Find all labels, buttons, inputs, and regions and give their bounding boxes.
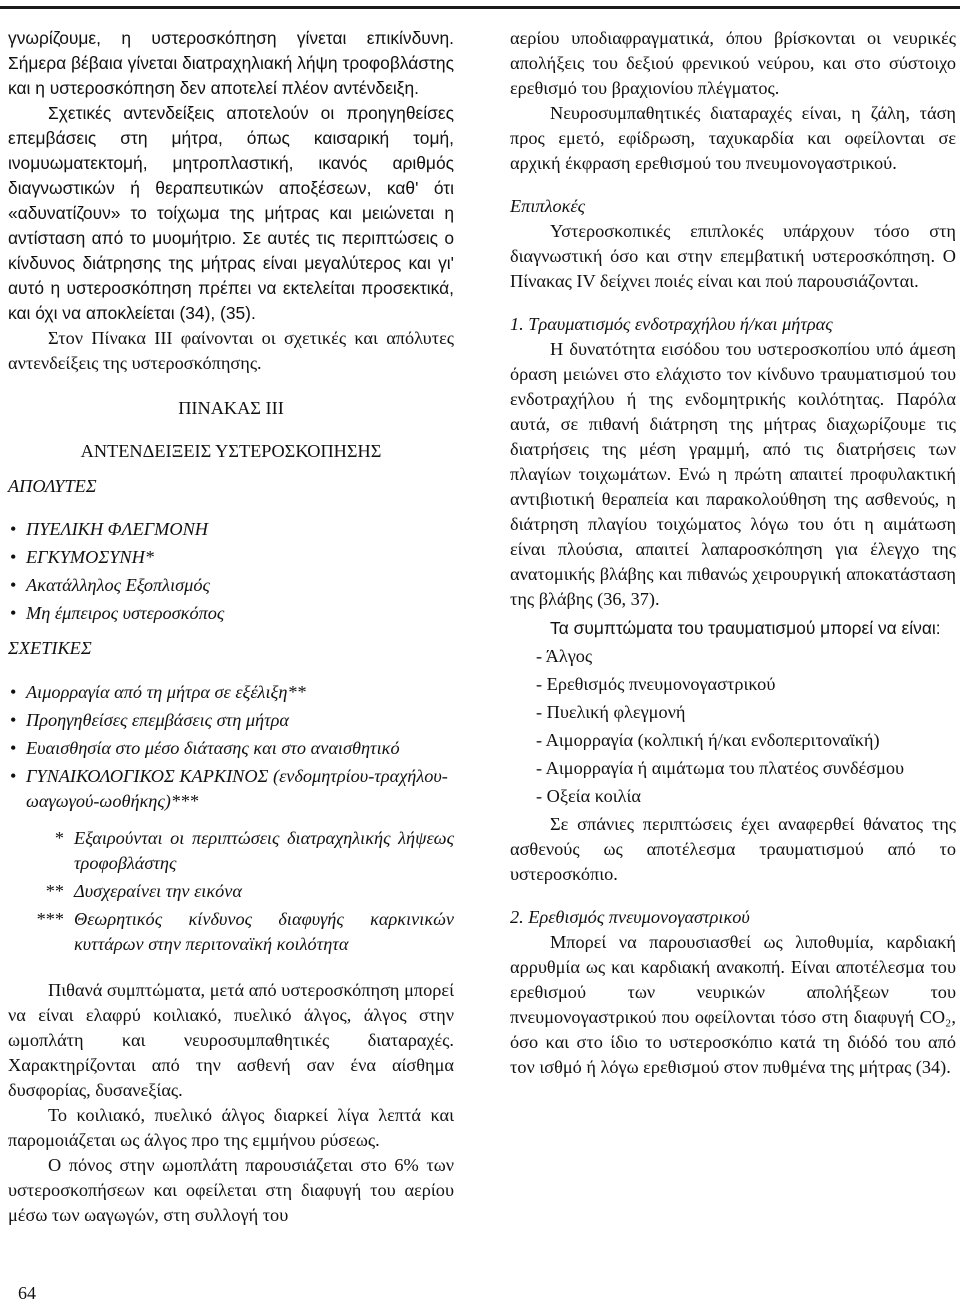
note-mark: *: [54, 827, 64, 848]
left-column: [8, 26, 454, 1228]
note-mark: ***: [36, 908, 64, 929]
paragraph-complications: Υστεροσκοπικές επιπλοκές υπάρχουν τόσο στη διαγνωστική όσο και στην επεμβατική υστεροσκόπηση. Ο Πίνακας IV δείχνει ποιές είναι και πού παρουσιάζονται.: [510, 221, 956, 291]
note-mark: **: [45, 880, 64, 901]
list-item: - Πυελική φλεγμονή: [536, 702, 686, 722]
list-item: - Οξεία κοιλία: [536, 786, 641, 806]
list-item: • Ακατάλληλος Εξοπλισμός: [8, 573, 454, 598]
heading-complications: Επιπλοκές: [510, 196, 586, 216]
list-item: - Αιμορραγία ή αιμάτωμα του πλατέος συνδέσμου: [536, 758, 905, 778]
list-item: • ΕΓΚΥΜΟΣΥΝΗ*: [8, 545, 454, 570]
paragraph-continuation: γνωρίζουμε, η υστεροσκόπηση γίνεται επικίνδυνη. Σήμερα βέβαια γίνεται διατραχηλιακή λήψη τροφοβλάστης και η υστεροσκόπηση δεν αποτελεί πλέον αντένδειξη.: [8, 28, 454, 98]
note-text: Δυσχεραίνει την εικόνα: [74, 880, 243, 901]
table-title: ΠΙΝΑΚΑΣ III: [178, 398, 284, 418]
table-note: [8, 879, 454, 904]
list-item: • Προηγηθείσες επεμβάσεις στη μήτρα: [8, 708, 454, 733]
paragraph-table-reference: Στον Πίνακα III φαίνονται οι σχετικές και απόλυτες αντενδείξεις της υστεροσκόπησης.: [8, 328, 454, 373]
list-item: - Ερεθισμός πνευμονογαστρικού: [536, 674, 776, 694]
list-item: - Αιμορραγία (κολπική ή/και ενδοπεριτοναϊκή): [536, 730, 880, 750]
paragraph-symptoms: Πιθανά συμπτώματα, μετά από υστεροσκόπηση μπορεί να είναι ελαφρύ κοιλιακό, πυελικό άλγος, άλγος στην ωμοπλάτη και νευροσυμπαθητικές διαταραχές. Χαρακτηρίζονται από την ασθενή σαν ένα αίσθημα δυσφορίας, δυσανεξίας.: [8, 979, 454, 1100]
heading-trauma: 1. Τραυματισμός ενδοτραχήλου ή/και μήτρας: [510, 314, 833, 334]
paragraph-trauma: Η δυνατότητα εισόδου του υστεροσκοπίου υπό άμεση όραση μειώνει στο ελάχιστο τον κίνδυνο τραυματισμού του ενδοτραχήλου ή της ενδομητρικής κοιλότητας. Παρόλα αυτά, σε πιθανή διάτρηση της μήτρας διαχωρίζουμε τις διατρήσεις της μέση γραμμή, από τις διατρήσεις των πλαγίων τοιχωμάτων. Ενώ η πρώτη απαιτεί προφυλακτική αντιβιοτική θεραπεία και παρακολούθηση της ασθενούς, η διάτρηση πλαγίου τοιχώματος λόγω του ότι η αιμάτωση είναι πλούσια, απαιτεί λαπαροσκόπηση για έλεγχο της ανατομικής βλάβης και πιθανώς χειρουργική αποκατάσταση της βλάβης (36, 37).: [510, 339, 956, 609]
table-note: [8, 907, 454, 957]
note-text: Θεωρητικός κίνδυνος διαφυγής καρκινικών κυττάρων στην περιτοναϊκή κοιλότητα: [74, 908, 454, 954]
paragraph-rare-death: Σε σπάνιες περιπτώσεις έχει αναφερθεί θάνατος της ασθενούς ως αποτέλεσμα τραυματισμού από το υστεροσκόπιο.: [510, 814, 956, 884]
table-notes: [8, 826, 454, 957]
paragraph-relative-contraindications: Σχετικές αντενδείξεις αποτελούν οι προηγηθείσες επεμβάσεις στη μήτρα, όπως καισαρική τομή, ινομυωματεκτομή, μητροπλαστική, ικανός αριθμός διαγνωστικών ή θεραπευτικών αποξέσεων, καθ' ότι «αδυνατίζουν» το τοίχωμα της μήτρας και μειώνεται η αντίσταση από το μυομήτριο. Σε αυτές τις περιπτώσεις ο κίνδυνος διάτρησης της μήτρας είναι μεγαλύτερος και γι' αυτό η υστεροσκόπηση πρέπει να εκτελείται προσεκτικά, και όχι να αποκλείεται (34), (35).: [8, 103, 454, 323]
relative-label: ΣΧΕΤΙΚΕΣ: [8, 638, 92, 659]
page-number: 64: [18, 1283, 36, 1303]
paragraph-continuation: αερίου υποδιαφραγματικά, όπου βρίσκονται οι νευρικές απολήξεις του δεξιού φρενικού νεύρου, και στο σύστοιχο ερεθισμό του βραχιονίου πλέγματος.: [510, 28, 956, 98]
list-item: • Ευαισθησία στο μέσο διάτασης και στο αναισθητικό: [8, 736, 454, 761]
list-item: • Μη έμπειρος υστεροσκόπος: [8, 601, 454, 626]
paragraph-neuro-disorders: Νευροσυμπαθητικές διαταραχές είναι, η ζάλη, τάση προς εμετό, εφίδρωση, ταχυκαρδία και οφείλονται σε αρχική έκφραση ερεθισμού του πνευμονογαστρικού.: [510, 103, 956, 173]
note-text: Εξαιρούνται οι περιπτώσεις διατραχηλικής λήψεως τροφοβλάστης: [74, 827, 454, 873]
absolute-label: ΑΠΟΛΥΤΕΣ: [8, 476, 97, 496]
table-note: [8, 826, 454, 876]
table-subtitle: ΑΝΤΕΝΔΕΙΞΕΙΣ ΥΣΤΕΡΟΣΚΟΠΗΣΗΣ: [80, 441, 382, 461]
list-item: - Άλγος: [536, 646, 593, 666]
paragraph-shoulder-pain: Ο πόνος στην ωμοπλάτη παρουσιάζεται στο 6% των υστεροσκοπήσεων και οφείλεται στη διαφυγή του αερίου μέσω των ωαγωγών, στη συλλογή του: [8, 1154, 454, 1225]
list-item: • ΓΥΝΑΙΚΟΛΟΓΙΚΟΣ ΚΑΡΚΙΝΟΣ (ενδομητρίου-τραχήλου-ωαγωγού-ωοθήκης)***: [8, 764, 454, 814]
paragraph-abdominal-pain: Το κοιλιακό, πυελικό άλγος διαρκεί λίγα λεπτά και παρομοιάζεται ως άλγος προ της εμμήνου ρύσεως.: [8, 1104, 454, 1150]
table-iii: [8, 396, 454, 957]
absolute-list: [8, 517, 454, 626]
list-item: • ΠΥΕΛΙΚΗ ΦΛΕΓΜΟΝΗ: [8, 517, 454, 542]
heading-vagal: 2. Ερεθισμός πνευμονογαστρικού: [510, 907, 750, 927]
list-item: • Αιμορραγία από τη μήτρα σε εξέλιξη**: [8, 680, 454, 705]
right-column: [510, 26, 956, 1080]
paragraph-trauma-symptoms: Τα συμπτώματα του τραυματισμού μπορεί να είναι:: [550, 618, 941, 638]
top-rule: [0, 6, 960, 9]
symptom-list: [510, 644, 956, 809]
paragraph-vagal: Μπορεί να παρουσιασθεί ως λιποθυμία, καρδιακή αρρυθμία ως και καρδιακή ανακοπή. Είναι αποτέλεσμα του ερεθισμού των νευρικών απολήξεων του πνευμονογαστρικού που οφείλονται τόσο στη διαφυγή CO₂, όσο και στο ίδιο το υστεροσκόπιο κατά τη διόδό του από τον ισθμό ή λόγω ερεθισμού στον πυθμένα της μήτρας (34).: [510, 932, 956, 1077]
relative-list: [8, 680, 454, 814]
